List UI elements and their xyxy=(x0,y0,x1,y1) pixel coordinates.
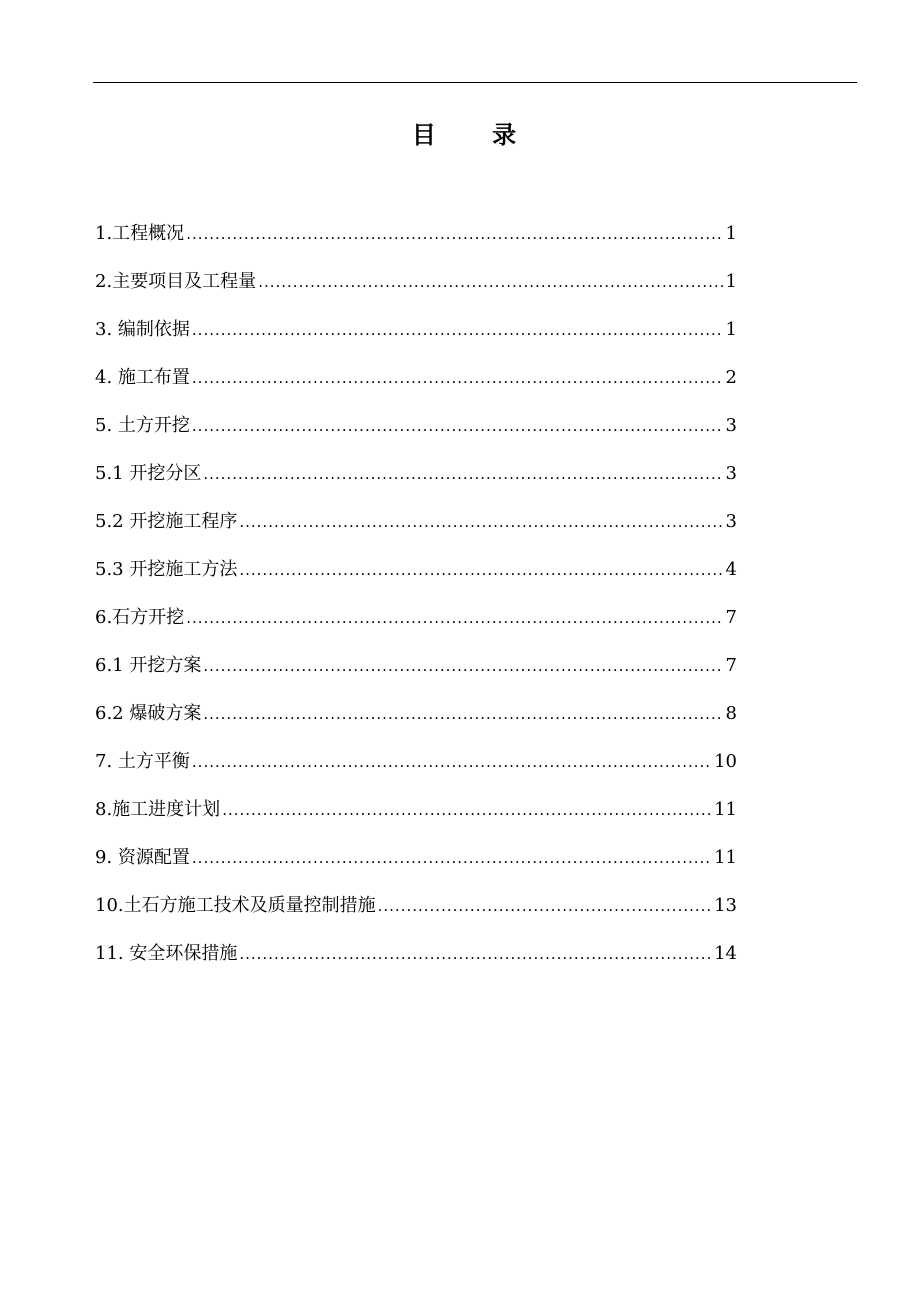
toc-entry-page: 8 xyxy=(725,703,737,724)
toc-entry-label: 5.2 开挖施工程序 xyxy=(95,511,238,532)
toc-entry-page: 7 xyxy=(725,655,737,676)
toc-entry-label: 5.1 开挖分区 xyxy=(95,463,202,484)
toc-dot-leader xyxy=(239,552,723,588)
toc-entry-page: 3 xyxy=(725,463,737,484)
toc-dot-leader xyxy=(203,456,723,492)
toc-entry-page: 11 xyxy=(714,799,737,820)
toc-dot-leader xyxy=(192,840,712,876)
toc-dot-leader xyxy=(192,408,724,444)
toc-entry-page: 7 xyxy=(725,607,737,628)
toc-entry-label: 5. 土方开挖 xyxy=(95,415,190,436)
toc-entry-label: 1.工程概况 xyxy=(95,223,185,244)
toc-entry-label: 2.主要项目及工程量 xyxy=(95,271,257,292)
toc-dot-leader xyxy=(203,648,723,684)
toc-dot-leader xyxy=(239,936,712,972)
toc-entry-label: 3. 编制依据 xyxy=(95,319,190,340)
toc-entry-page: 3 xyxy=(725,415,737,436)
page-title: 目 录 xyxy=(411,120,541,149)
toc-entry[interactable] xyxy=(95,936,737,984)
toc-entry-label: 5.3 开挖施工方法 xyxy=(95,559,238,580)
toc-entry[interactable] xyxy=(95,648,737,696)
toc-entry-page: 4 xyxy=(725,559,737,580)
toc-entry[interactable] xyxy=(95,504,737,552)
toc-entry-page: 3 xyxy=(725,511,737,532)
toc-entry-page: 10 xyxy=(714,751,737,772)
toc-dot-leader xyxy=(192,360,724,396)
toc-dot-leader xyxy=(186,216,723,252)
toc-entry-label: 6.石方开挖 xyxy=(95,607,185,628)
toc-dot-leader xyxy=(378,888,712,924)
toc-entry-page: 1 xyxy=(725,223,737,244)
toc-entry[interactable] xyxy=(95,552,737,600)
toc-entry-page: 1 xyxy=(725,319,737,340)
toc-entry-label: 11. 安全环保措施 xyxy=(95,943,238,964)
toc-entry[interactable] xyxy=(95,264,737,312)
toc-entry-label: 8.施工进度计划 xyxy=(95,799,221,820)
toc-entry-label: 10.土石方施工技术及质量控制措施 xyxy=(95,895,376,916)
toc-entry-label: 4. 施工布置 xyxy=(95,367,190,388)
toc-entry-page: 14 xyxy=(714,943,737,964)
toc-dot-leader xyxy=(239,504,723,540)
toc-entry[interactable] xyxy=(95,600,737,648)
toc-entry[interactable] xyxy=(95,696,737,744)
header-rule xyxy=(93,82,857,83)
toc-entry-label: 6.2 爆破方案 xyxy=(95,703,202,724)
toc-entry[interactable] xyxy=(95,456,737,504)
toc-entry-page: 1 xyxy=(725,271,737,292)
toc-entry-label: 7. 土方平衡 xyxy=(95,751,190,772)
toc-entry[interactable] xyxy=(95,216,737,264)
toc-entry-label: 6.1 开挖方案 xyxy=(95,655,202,676)
toc-entry[interactable] xyxy=(95,312,737,360)
toc-entry-page: 2 xyxy=(725,367,737,388)
toc-dot-leader xyxy=(222,792,712,828)
toc-entry[interactable] xyxy=(95,792,737,840)
toc-entry[interactable] xyxy=(95,408,737,456)
toc-entry[interactable] xyxy=(95,888,737,936)
toc-dot-leader xyxy=(186,600,723,636)
toc-dot-leader xyxy=(192,312,724,348)
toc-dot-leader xyxy=(192,744,712,780)
toc-entry-page: 13 xyxy=(714,895,737,916)
toc-entry-label: 9. 资源配置 xyxy=(95,847,190,868)
toc-entry[interactable] xyxy=(95,840,737,888)
toc-dot-leader xyxy=(258,264,723,300)
toc-entry[interactable] xyxy=(95,744,737,792)
toc-entry[interactable] xyxy=(95,360,737,408)
toc-dot-leader xyxy=(203,696,723,732)
toc-entry-page: 11 xyxy=(714,847,737,868)
table-of-contents xyxy=(95,216,737,984)
